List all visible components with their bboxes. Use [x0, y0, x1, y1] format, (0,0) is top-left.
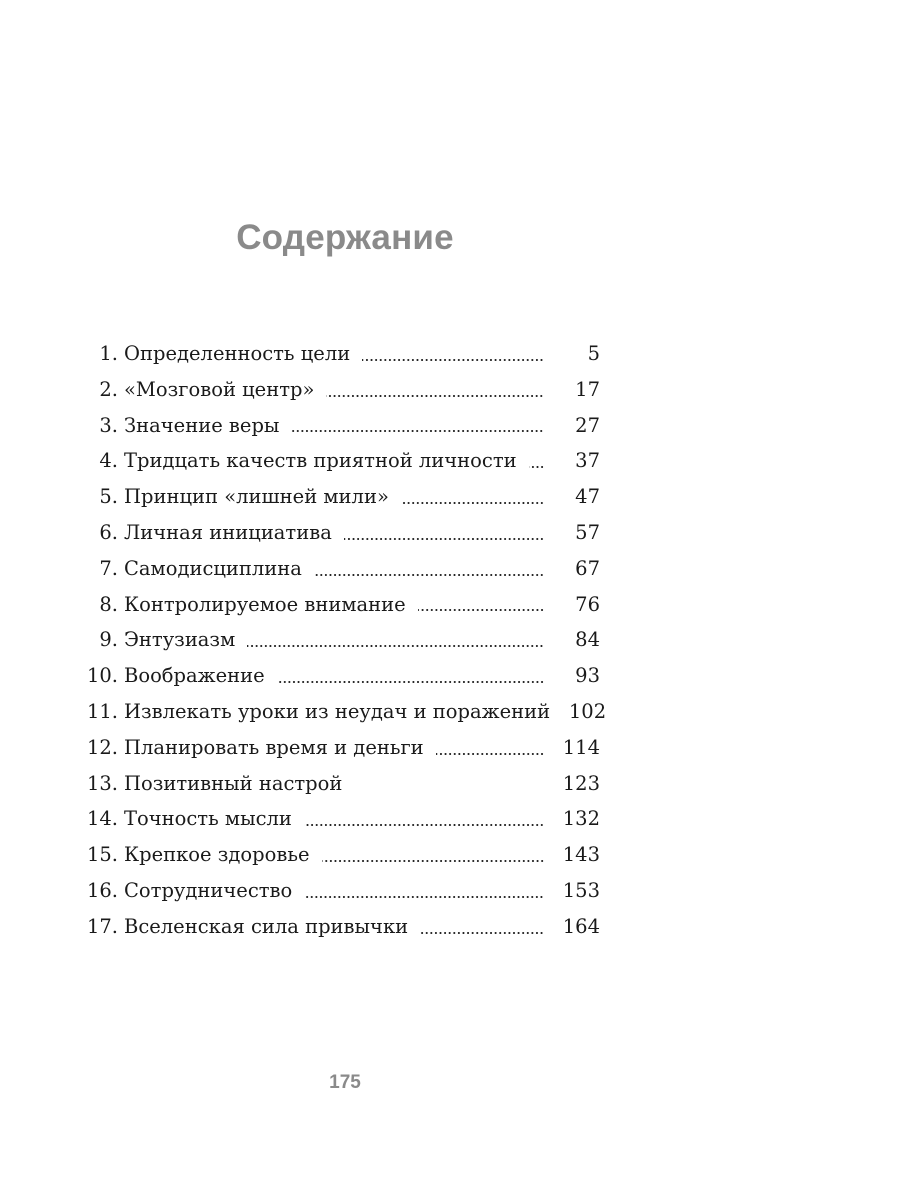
dot-leader — [344, 532, 544, 546]
dot-leader — [362, 353, 544, 367]
dot-leader — [291, 424, 544, 438]
toc-entry-page: 27 — [575, 413, 600, 437]
toc-entry-number: 10. — [86, 664, 118, 688]
toc-entry-title: Вселенская сила привычки — [124, 914, 409, 938]
toc-entry-title: Самодисциплина — [124, 556, 302, 580]
dot-leader — [314, 568, 544, 582]
page-number: 175 — [329, 1072, 361, 1093]
toc-entry-title: Планировать время и деньги — [124, 735, 424, 759]
toc-entry-number: 12. — [86, 735, 118, 759]
toc-entry-title: Контролируемое внимание — [124, 592, 406, 616]
toc-entry — [80, 551, 600, 587]
toc-entry-page: 123 — [562, 771, 600, 795]
dot-leader — [277, 675, 544, 689]
dot-leader — [304, 818, 544, 832]
toc-entry-page: 164 — [562, 914, 600, 938]
toc-entry-page: 143 — [562, 843, 600, 867]
toc-entry — [80, 515, 600, 551]
dot-leader — [436, 747, 544, 761]
page-title: Содержание — [236, 218, 454, 257]
toc-entry — [80, 873, 600, 909]
toc-entry-number: 16. — [86, 878, 118, 902]
toc-entry — [80, 336, 600, 372]
toc-entry-number: 7. — [99, 556, 118, 580]
dot-leader — [401, 496, 544, 510]
toc-entry-number: 14. — [86, 807, 118, 831]
dot-leader — [418, 603, 544, 617]
toc-entry-number: 4. — [99, 449, 118, 473]
toc-entry-title: Тридцать качеств приятной личности — [124, 449, 517, 473]
dot-leader — [420, 926, 544, 940]
dot-leader — [304, 890, 544, 904]
toc-entry-page: 153 — [562, 878, 600, 902]
toc-entry-title: Крепкое здоровье — [124, 843, 310, 867]
toc-entry-number: 13. — [86, 771, 118, 795]
toc-entry-page: 132 — [562, 807, 600, 831]
toc-entry-title: Значение веры — [124, 413, 280, 437]
toc-entry-page: 37 — [575, 449, 600, 473]
toc-entry-title: Определенность цели — [124, 342, 351, 365]
toc-entry-number: 9. — [99, 628, 118, 652]
toc-entry-page: 114 — [562, 735, 600, 759]
toc-entry-number: 6. — [99, 520, 118, 544]
dot-leader — [322, 854, 544, 868]
toc-entry-title: Энтузиазм — [124, 628, 236, 652]
toc-entry-title: Сотрудничество — [124, 878, 293, 902]
toc-entry-number: 5. — [99, 485, 118, 509]
toc-entry-page: 93 — [575, 664, 600, 688]
toc-entry-title: Точность мысли — [124, 807, 292, 831]
toc-entry — [80, 658, 600, 694]
toc-entry — [80, 587, 600, 623]
toc-entry — [80, 479, 600, 515]
toc-entry — [80, 801, 600, 837]
toc-entry-page: 67 — [575, 556, 600, 580]
toc-entry — [80, 372, 600, 408]
dot-leader — [342, 782, 544, 796]
dot-leader — [529, 460, 544, 474]
toc-entry-number: 17. — [86, 914, 118, 938]
toc-entry-page: 5 — [587, 342, 600, 365]
toc-entry-page: 76 — [575, 592, 600, 616]
toc-entry — [80, 730, 600, 766]
dot-leader — [247, 639, 544, 653]
toc-entry-page: 84 — [575, 628, 600, 652]
toc-entry-page: 47 — [575, 485, 600, 509]
toc-entry — [80, 408, 600, 444]
table-of-contents — [80, 336, 607, 945]
toc-entry-title: «Мозговой центр» — [124, 377, 315, 401]
toc-entry-title: Принцип «лишней мили» — [124, 485, 389, 509]
toc-entry-page: 102 — [568, 699, 607, 723]
toc-entry-number: 8. — [99, 592, 118, 616]
toc-entry-title: Извлекать уроки из неудач и поражений — [124, 699, 551, 723]
toc-entry-title: Воображение — [124, 664, 265, 688]
toc-entry-number: 3. — [99, 413, 118, 437]
toc-entry — [80, 837, 600, 873]
toc-entry — [80, 909, 600, 945]
toc-entry-number: 2. — [99, 377, 118, 401]
toc-entry — [80, 766, 600, 802]
toc-entry — [80, 443, 600, 479]
toc-entry-number: 11. — [86, 699, 118, 723]
toc-entry-page: 17 — [575, 377, 600, 401]
toc-entry-page: 57 — [575, 520, 600, 544]
toc-entry — [80, 694, 607, 730]
toc-entry-title: Личная инициатива — [124, 520, 332, 544]
toc-entry-title: Позитивный настрой — [124, 771, 343, 795]
toc-entry-number: 15. — [86, 843, 118, 867]
toc-entry — [80, 622, 600, 658]
toc-entry-number: 1. — [99, 342, 118, 365]
dot-leader — [326, 389, 544, 403]
